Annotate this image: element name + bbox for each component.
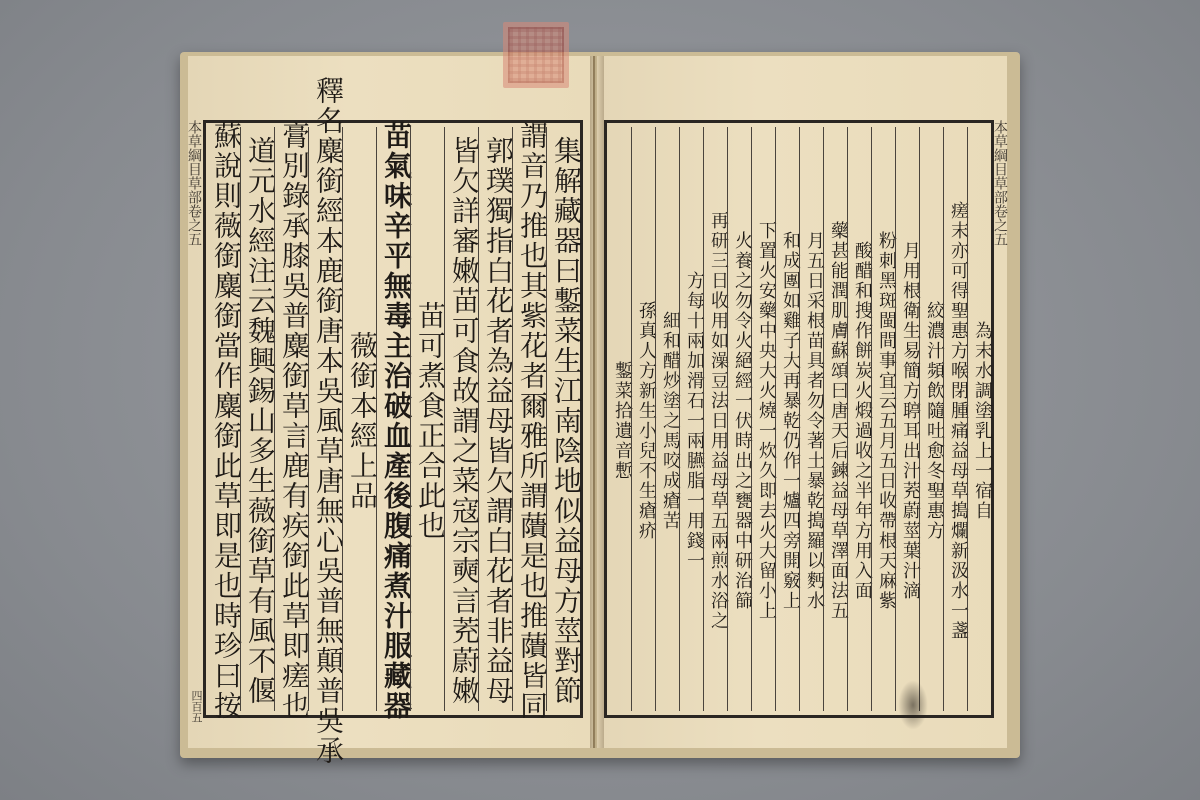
left-column-text: 薇銜本經上品 <box>346 331 379 511</box>
right-column-text: 為末水調塗乳上一宿自 <box>972 321 993 521</box>
right-column-text: 粉刺黑斑閩間事宜云五月五日收帶根天麻紫 <box>876 231 897 611</box>
left-column-text: 道元水經注云魏興錫山多生薇銜草有風不偃 <box>244 136 277 706</box>
right-block-edge-label: 本草綱目草部卷之五 <box>992 120 1008 246</box>
right-text-column <box>751 127 775 711</box>
left-column-text: 蘇說則薇銜麋銜當作麋銜此草即是也時珍曰按 <box>210 121 243 721</box>
right-text-column <box>847 127 871 711</box>
right-text-column <box>799 127 823 711</box>
left-text-frame <box>203 76 583 766</box>
left-text-column <box>478 127 515 711</box>
left-text-column <box>512 121 549 721</box>
right-text-column <box>703 127 727 711</box>
left-column-text: 苗氣味辛平無毒主治破血產後腹痛煮汁服藏器 <box>380 121 413 721</box>
left-text-column <box>206 121 243 721</box>
left-text-column <box>546 127 583 711</box>
right-column-text: 細和醋炒塗之馬咬成瘡苦 <box>660 311 681 531</box>
right-column-text: 孫真人方新生小兒不生瘡疥 <box>636 301 657 541</box>
book-gutter <box>590 56 604 748</box>
collector-seal <box>503 22 569 88</box>
right-column-text: 月用根衛生易簡方聤耳出汁茺蔚莖葉汁滴 <box>900 241 921 601</box>
right-column-text: 瘥末亦可得聖惠方喉閉腫痛益母草搗爛新汲水一盞 <box>948 201 969 641</box>
right-text-frame <box>604 120 994 718</box>
right-column-text: 和成團如雞子大再暴乾仍作一爐四旁開竅上 <box>780 231 801 611</box>
right-text-column <box>775 127 799 711</box>
left-column-text: 謂音乃推也其紫花者爾雅所謂藬是也推藬皆同 <box>516 121 549 721</box>
left-column-text: 皆欠詳審嫩苗可食故謂之菜寇宗奭言茺蔚嫩 <box>448 136 481 706</box>
right-text-column <box>871 127 895 711</box>
left-text-column <box>240 127 277 711</box>
left-text-column <box>274 121 311 721</box>
left-column-text: 集解藏器曰鏨菜生江南陰地似益母方莖對節 <box>550 136 583 706</box>
right-column-text: 藥甚能潤肌膚蘇頌曰唐天后鍊益母草澤面法五 <box>828 221 849 621</box>
right-column-text: 火養之勿令火絕經一伏時出之甕器中研治篩 <box>732 231 753 611</box>
left-column-text: 苗可煮食正合此也 <box>414 301 447 541</box>
left-block-edge-label: 本草綱目草部卷之五 <box>186 120 202 246</box>
left-text-column <box>308 76 345 766</box>
seal-stamp-pattern <box>508 27 564 83</box>
right-text-column <box>895 127 919 711</box>
left-column-text: 郭璞獨指白花者為益母皆欠謂白花者非益母 <box>482 136 515 706</box>
right-column-text: 鏨菜拾遺音慙 <box>612 361 633 481</box>
left-text-column <box>376 121 413 721</box>
right-column-text: 絞濃汁頻飲隨吐愈冬聖惠方 <box>924 301 945 541</box>
right-column-text: 酸醋和搜作餅炭火煅過收之半年方用入面 <box>852 241 873 601</box>
right-column-text: 下置火安藥中央大火燒一炊久即去火大留小上 <box>756 221 777 621</box>
right-column-text: 方每十兩加滑石一兩臙脂一用錢一 <box>684 271 705 571</box>
right-column-text: 月五日采根苗具者勿令著土暴乾搗羅以麪水 <box>804 231 825 611</box>
right-text-column <box>607 127 631 711</box>
right-text-column <box>943 127 967 711</box>
right-text-column <box>631 127 655 711</box>
right-column-text: 再研三日收用如澡豆法日用益母草五兩煎水浴之 <box>708 211 729 631</box>
left-column-text: 膏別錄承膝吳普麋銜草言鹿有疾銜此草即瘥也 <box>278 121 311 721</box>
left-text-column <box>410 127 447 711</box>
left-column-text: 釋名麋銜經本鹿銜唐本吳風草唐無心吳普無顛普吳承 <box>312 76 345 766</box>
right-text-column <box>967 127 991 711</box>
page-number: 四百五 <box>190 690 203 723</box>
left-text-column <box>444 127 481 711</box>
right-text-column <box>655 127 679 711</box>
left-text-column <box>342 127 379 711</box>
right-text-column <box>919 127 943 711</box>
right-text-column <box>823 127 847 711</box>
ink-stain <box>898 680 928 730</box>
right-text-column <box>727 127 751 711</box>
right-text-column <box>679 127 703 711</box>
